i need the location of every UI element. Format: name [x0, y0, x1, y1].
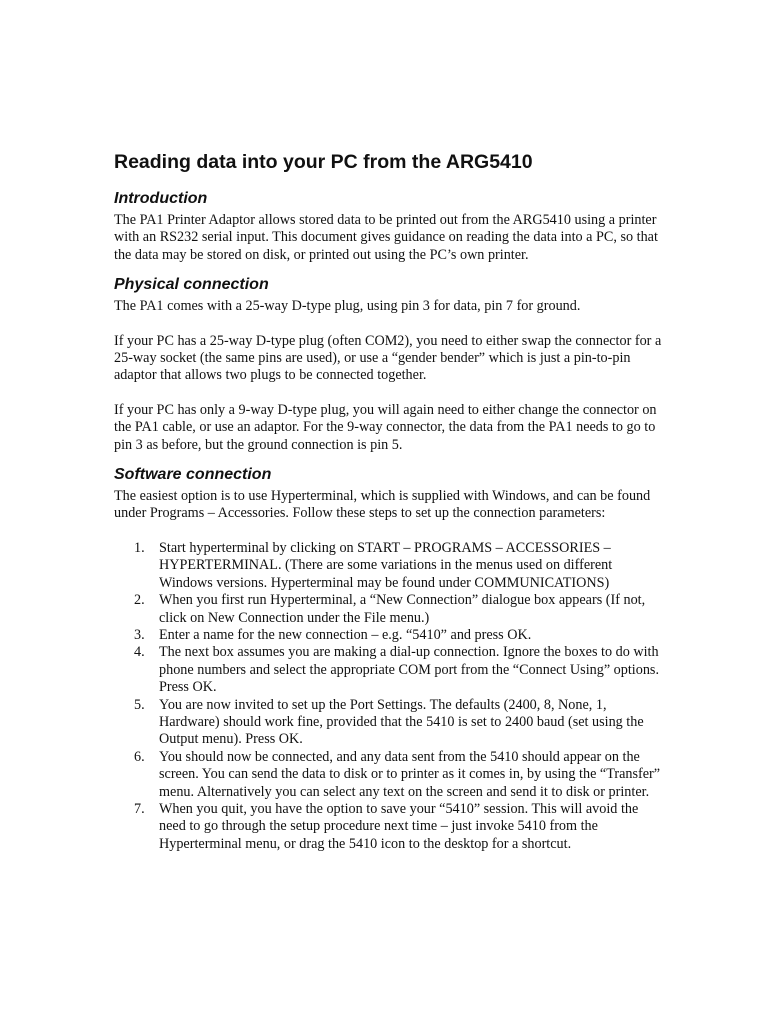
software-paragraph: The easiest option is to use Hyperterminal, which is supplied with Windows, and can be found under Programs – Accessories. Follow these steps to set up the connection parameters:	[114, 488, 651, 522]
section-physical-connection	[114, 275, 662, 454]
step-text: Enter a name for the new connection – e.g. “5410” and press OK.	[159, 626, 532, 643]
setup-steps-list	[114, 540, 662, 853]
step-number: 1.	[134, 539, 145, 556]
section-heading-introduction: Introduction	[114, 190, 208, 207]
list-item	[114, 540, 662, 592]
list-item	[114, 644, 662, 696]
step-text: Start hyperterminal by clicking on START – PROGRAMS – ACCESSORIES – HYPERTERMINAL. (There are some variations in the menus used on different Windows versions. Hyperterminal may be found under COMMUNICATIONS)	[159, 539, 613, 591]
step-text: When you quit, you have the option to save your “5410” session. This will avoid the need to go through the setup procedure next time – just invoke 5410 from the Hyperterminal menu, or drag the 5410 icon to the desktop for a shortcut.	[159, 800, 639, 852]
physical-paragraph-3: If your PC has only a 9-way D-type plug, you will again need to either change the connector on the PA1 cable, or use an adaptor. For the 9-way connector, the data from the PA1 needs to go to pin 3 as before, but the ground connection is pin 5.	[114, 401, 657, 453]
step-number: 2.	[134, 592, 145, 609]
physical-paragraph-2: If your PC has a 25-way D-type plug (often COM2), you need to either swap the connector for a 25-way socket (the same pins are used), or use a “gender bender” which is just a pin-to-pin adaptor that allows two plugs to be connected together.	[114, 332, 662, 384]
list-item	[114, 697, 662, 749]
document-page	[114, 150, 662, 853]
section-heading-software-connection: Software connection	[114, 466, 272, 484]
introduction-paragraph: The PA1 Printer Adaptor allows stored data to be printed out from the ARG5410 using a printer with an RS232 serial input. This document gives guidance on reading the data into a PC, so that the data may be stored on disk, or printed out using the PC’s own printer.	[114, 212, 658, 263]
list-item	[114, 592, 662, 627]
step-text: The next box assumes you are making a dial-up connection. Ignore the boxes to do with phone numbers and select the appropriate COM port from the “Connect Using” options. Press OK.	[159, 644, 659, 696]
page-title: Reading data into your PC from the ARG5410	[114, 151, 533, 173]
list-item	[114, 749, 662, 801]
step-number: 4.	[134, 644, 145, 661]
list-item	[114, 801, 662, 853]
step-number: 7.	[134, 800, 145, 817]
step-text: You are now invited to set up the Port Settings. The defaults (2400, 8, None, 1, Hardware) should work fine, provided that the 5410 is set to 2400 baud (set using the Output menu). Press OK.	[159, 696, 644, 748]
step-text: When you first run Hyperterminal, a “New Connection” dialogue box appears (If not, click on New Connection under the File menu.)	[159, 592, 646, 626]
physical-paragraph-1: The PA1 comes with a 25-way D-type plug, using pin 3 for data, pin 7 for ground.	[114, 298, 581, 315]
section-introduction	[114, 189, 662, 264]
step-number: 6.	[134, 748, 145, 765]
step-number: 5.	[134, 696, 145, 713]
list-item	[114, 627, 662, 644]
section-software-connection	[114, 465, 662, 853]
step-number: 3.	[134, 626, 145, 643]
section-heading-physical-connection: Physical connection	[114, 276, 269, 294]
step-text: You should now be connected, and any data sent from the 5410 should appear on the screen. You can send the data to disk or to printer as it comes in, by using the “Transfer” menu. Alternatively you can select any text on the screen and send it to disk or printer.	[159, 748, 661, 800]
